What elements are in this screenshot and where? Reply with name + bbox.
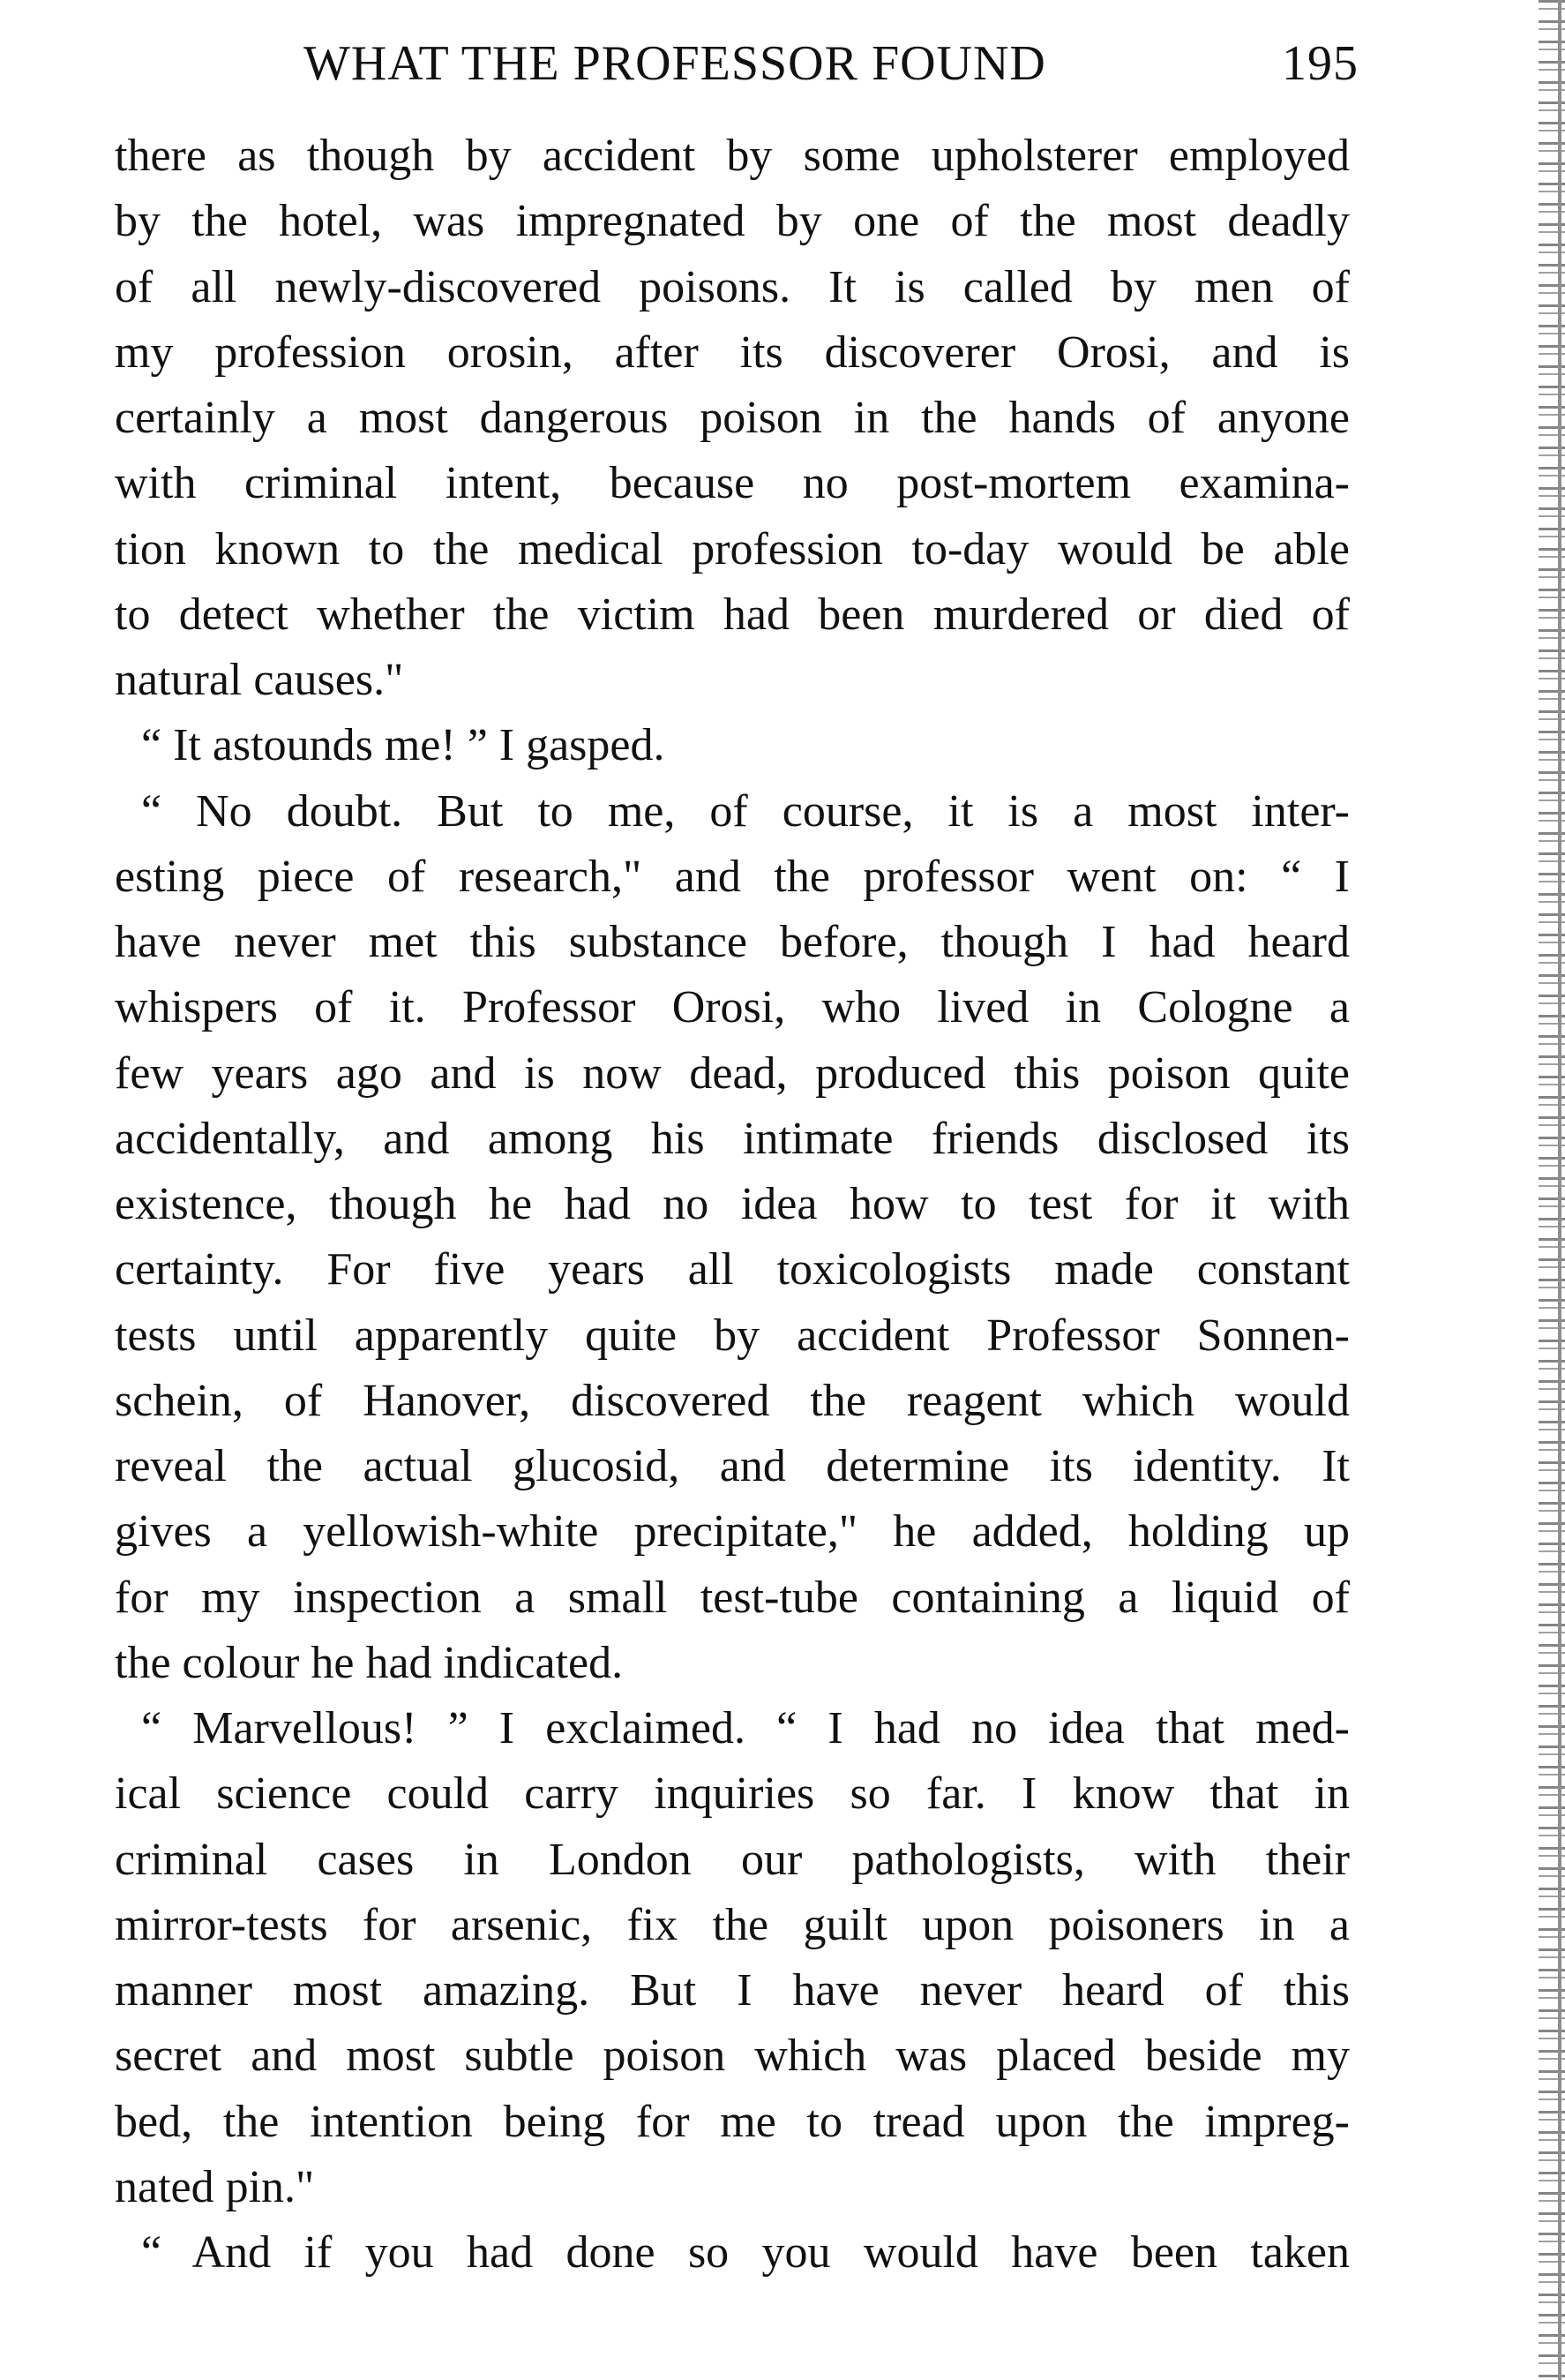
text-line: bed, the intention being for me to tread upon the impreg- bbox=[115, 2096, 1350, 2147]
text-line: for my inspection a small test-tube containing a liquid of bbox=[115, 1572, 1350, 1623]
text-line: natural causes." bbox=[115, 655, 404, 705]
text-line: whispers of it. Professor Orosi, who lived in Cologne a bbox=[115, 982, 1350, 1033]
text-line: esting piece of research," and the professor went on: “ I bbox=[115, 851, 1350, 902]
text-line: “ And if you had done so you would have been taken bbox=[141, 2227, 1350, 2278]
text-line: certainly a most dangerous poison in the hands of anyone bbox=[115, 393, 1350, 443]
text-line: to detect whether the victim had been murdered or died of bbox=[115, 589, 1350, 640]
text-line: schein, of Hanover, discovered the reagent which would bbox=[115, 1375, 1350, 1426]
text-line: of all newly-discovered poisons. It is called by men of bbox=[115, 261, 1350, 312]
text-line: “ It astounds me! ” I gasped. bbox=[141, 720, 665, 771]
scan-edge-artifact bbox=[1539, 0, 1565, 2380]
text-line: existence, though he had no idea how to test for it with bbox=[115, 1179, 1350, 1229]
text-line: there as though by accident by some upholsterer employed bbox=[115, 131, 1350, 181]
text-line: the colour he had indicated. bbox=[115, 1637, 624, 1688]
text-line: nated pin." bbox=[115, 2161, 315, 2212]
text-line: tests until apparently quite by accident Professor Sonnen- bbox=[115, 1310, 1350, 1361]
text-line: tion known to the medical profession to-day would be able bbox=[115, 523, 1350, 574]
text-line: by the hotel, was impregnated by one of the most deadly bbox=[115, 196, 1350, 247]
page-number: 195 bbox=[1282, 36, 1359, 91]
text-line: “ Marvellous! ” I exclaimed. “ I had no idea that med- bbox=[141, 1703, 1350, 1753]
text-line: my profession orosin, after its discoverer Orosi, and is bbox=[115, 327, 1350, 378]
text-line: with criminal intent, because no post-mortem examina- bbox=[115, 458, 1350, 509]
text-line: ical science could carry inquiries so far. I know that in bbox=[115, 1768, 1350, 1820]
text-line: criminal cases in London our pathologists, with their bbox=[115, 1834, 1350, 1885]
chapter-title: WHAT THE PROFESSOR FOUND bbox=[303, 36, 1046, 91]
running-head bbox=[291, 35, 1359, 97]
text-line: gives a yellowish-white precipitate," he added, holding up bbox=[115, 1506, 1350, 1558]
text-line: few years ago and is now dead, produced this poison quite bbox=[115, 1047, 1350, 1099]
page-body-text bbox=[115, 124, 1350, 2286]
text-line: mirror-tests for arsenic, fix the guilt upon poisoners in a bbox=[115, 1899, 1350, 1950]
text-line: have never met this substance before, though I had heard bbox=[115, 917, 1350, 967]
text-line: secret and most subtle poison which was placed beside my bbox=[115, 2031, 1350, 2082]
text-line: “ No doubt. But to me, of course, it is a most inter- bbox=[141, 785, 1350, 837]
text-line: reveal the actual glucosid, and determine its identity. It bbox=[115, 1441, 1350, 1491]
text-line: manner most amazing. But I have never heard of this bbox=[115, 1965, 1350, 2016]
text-line: certainty. For five years all toxicologists made constant bbox=[115, 1244, 1350, 1295]
text-line: accidentally, and among his intimate friends disclosed its bbox=[115, 1113, 1350, 1164]
